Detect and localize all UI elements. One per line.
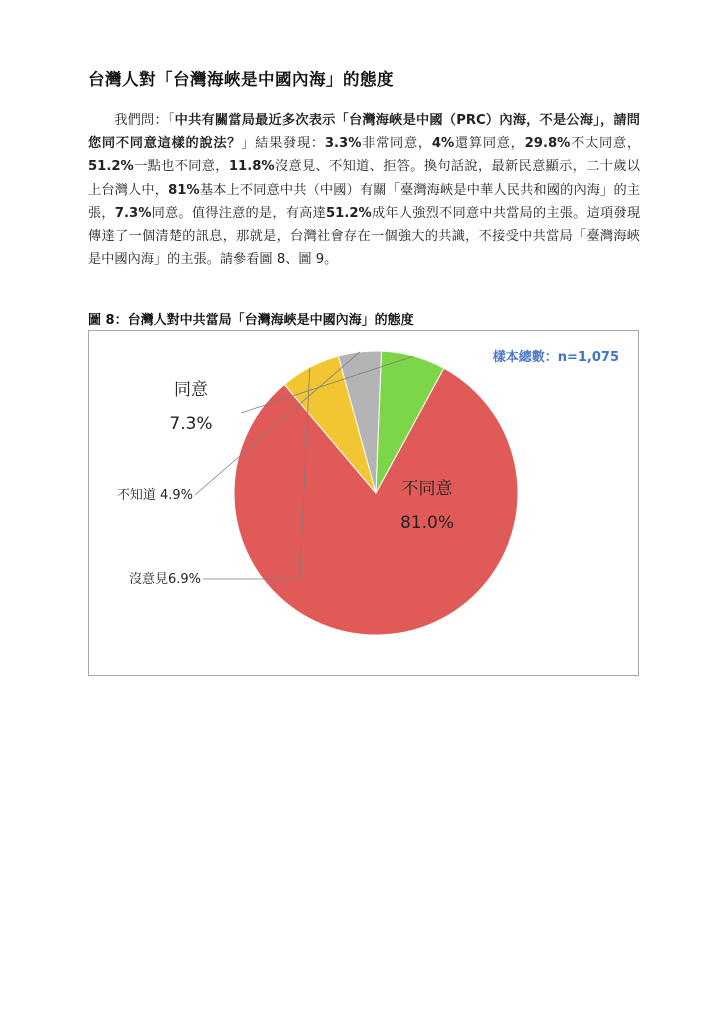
chart-frame [88, 330, 639, 676]
paragraph-run: 」結果發現： [241, 136, 325, 152]
paragraph-run: 非常同意， [361, 136, 432, 152]
paragraph-bold-run: 4% [431, 136, 455, 152]
figure-caption: 圖 8：台灣人對中共當局「台灣海峽是中國內海」的態度 [88, 313, 414, 328]
pie-chart [89, 331, 638, 675]
body-paragraph [88, 109, 640, 271]
label-dont-know [117, 488, 193, 503]
paragraph-run: 基本上不同意中共（中國）有關「臺灣海峽是中華人民共和國的內海」的主張， [88, 182, 641, 221]
sample-size-note: 樣本總數：n=1,075 [492, 350, 619, 365]
value-disagree: 81.0% [399, 513, 455, 533]
label-agree: 同意 [174, 380, 208, 400]
paragraph-run: 沒意見、不知道、拒答。換句話說，最新民意顯示，二十歲以上台灣人中， [88, 159, 640, 198]
paragraph-bold-run: 51.2% [88, 159, 134, 175]
paragraph-bold-run: 中共有關當局最近多次表示「台灣海峽是中國（PRC）內海，不是公海」，請問您同不同意這樣的說法？ [88, 113, 640, 152]
paragraph-run: 成年人強烈不同意中共當局的主張。這項發現傳達了一個清楚的訊息，那就是，台灣社會存在一個強大的共識，不接受中共當局「臺灣海峽是中國內海」的主張。請參看圖 8、圖 9。 [88, 205, 641, 268]
paragraph-bold-run: 51.2% [326, 205, 372, 221]
label-disagree: 不同意 [401, 479, 453, 499]
paragraph-bold-run: 7.3% [114, 205, 152, 221]
label-no-opinion-value: 6.9% [167, 572, 201, 587]
label-no-opinion-name: 沒意見 [128, 572, 168, 587]
paragraph-run: 同意。值得注意的是，有高達 [151, 205, 326, 221]
label-dont-know-value: 4.9% [155, 488, 193, 503]
value-agree: 7.3% [169, 414, 213, 434]
paragraph-run: 我們問：「 [114, 113, 175, 128]
paragraph-run: 還算同意， [454, 136, 525, 152]
paragraph-run: 一點也不同意， [133, 159, 229, 175]
paragraph-bold-run: 3.3% [324, 136, 362, 152]
paragraph-bold-run: 29.8% [524, 136, 571, 152]
section-heading: 台灣人對「台灣海峽是中國內海」的態度 [88, 70, 394, 89]
label-dont-know-name: 不知道 [116, 488, 156, 503]
paragraph-bold-run: 11.8% [228, 159, 275, 175]
label-no-opinion [129, 572, 201, 587]
paragraph-run: 不太同意， [570, 136, 641, 152]
paragraph-bold-run: 81% [168, 182, 200, 198]
